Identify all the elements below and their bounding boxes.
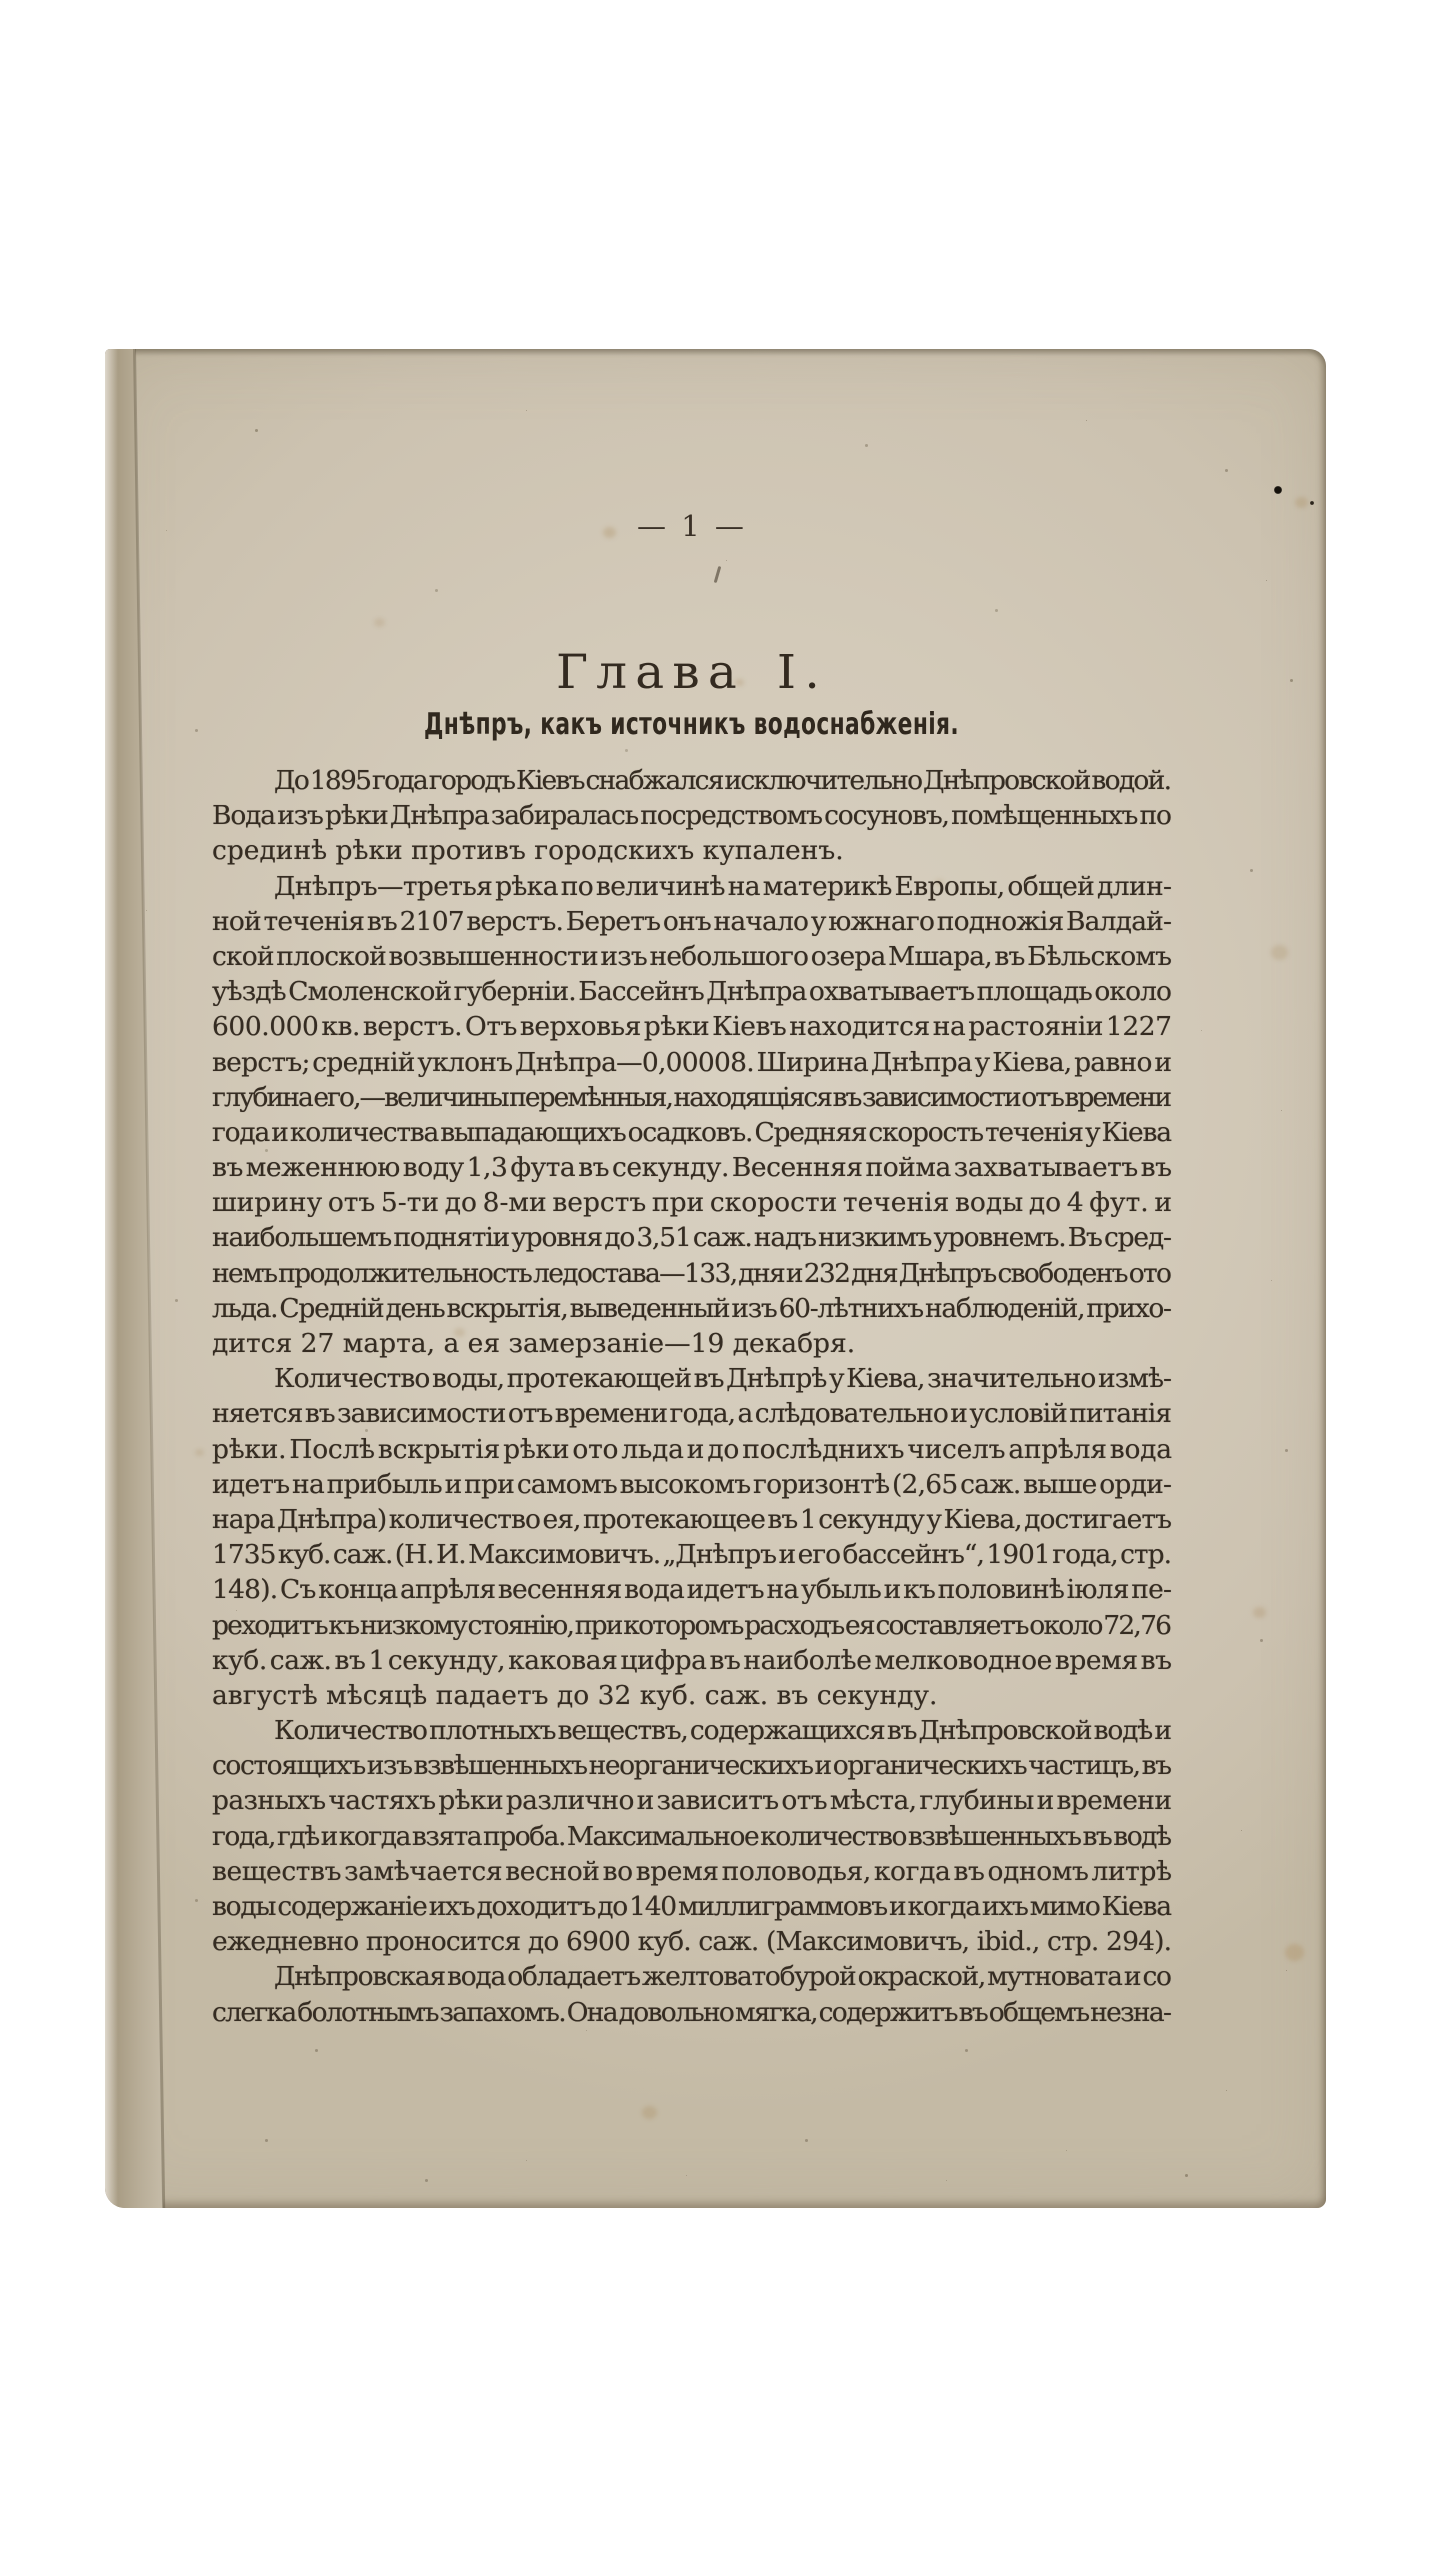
paragraph: [212, 1959, 1172, 2029]
book-page: [105, 349, 1326, 2208]
text-line: 148). Съ конца апрѣля весенняя вода идетъ на убыль и къ половинѣ іюля пе-: [212, 1574, 1172, 1606]
text-line: 600.000 кв. верстъ. Отъ верховья рѣки Кіевъ находится на растояніи 1227: [212, 1011, 1172, 1043]
text-line: немъ продолжительность ледостава—133, дня и 232 дня Днѣпръ свободенъ ото: [212, 1257, 1171, 1289]
text-line: реходитъ къ низкому стоянію, при которомъ расходъ ея составляетъ около 72,76: [212, 1609, 1171, 1641]
text-line: Вода изъ рѣки Днѣпра забиралась посредствомъ сосуновъ, помѣщенныхъ по: [212, 800, 1171, 832]
text-line: куб. саж. въ 1 секунду, каковая цифра въ наиболѣе мелководное время въ: [212, 1644, 1172, 1676]
text-line: года и количества выпадающихъ осадковъ. Средняя скорость теченія у Кіева: [212, 1116, 1171, 1148]
page-number-text: — 1 —: [636, 509, 747, 543]
text-line: разныхъ частяхъ рѣки различно и зависитъ отъ мѣста, глубины и времени: [212, 1785, 1172, 1817]
chapter-title: [212, 645, 1172, 700]
text-line: верстъ; средній уклонъ Днѣпра—0,00008. Ширина Днѣпра у Кіева, равно и: [212, 1046, 1172, 1078]
text-line: ской плоской возвышенности изъ небольшого озера Мшара, въ Бѣльскомъ: [212, 940, 1172, 972]
paragraph: [212, 1361, 1172, 1713]
chapter-title-text: Глава I.: [556, 645, 828, 700]
text-line: уѣздѣ Смоленской губерніи. Бассейнъ Днѣпра охватываетъ площадь около: [212, 976, 1172, 1008]
text-line: Днѣпръ—третья рѣка по величинѣ на материкѣ Европы, общей длин-: [274, 870, 1172, 902]
text-line: няется въ зависимости отъ времени года, а слѣдовательно и условій питанія: [212, 1398, 1172, 1430]
text-line: ширину отъ 5-ти до 8-ми верстъ при скорости теченія воды до 4 фут. и: [212, 1187, 1172, 1219]
text-line: Количество плотныхъ веществъ, содержащихся въ Днѣпровской водѣ и: [274, 1715, 1171, 1747]
text-line: слегка болотнымъ запахомъ. Она довольно мягка, содержитъ въ общемъ незна-: [212, 1996, 1171, 2028]
text-line: ежедневно проносится до 6900 куб. саж. (Максимовичъ, ibid., стр. 294).: [212, 1926, 1172, 1958]
section-title-text: Днѣпръ, какъ источникъ водоснабженія.: [424, 707, 960, 742]
text-line: Днѣпровская вода обладаетъ желтоватобурой окраской, мутновата и со: [274, 1961, 1171, 1993]
text-line: дится 27 марта, а ея замерзаніе—19 декабря.: [212, 1328, 856, 1359]
text-line: года, гдѣ и когда взята проба. Максимальное количество взвѣшенныхъ въ водѣ: [212, 1820, 1171, 1852]
text-line: Количество воды, протекающей въ Днѣпрѣ у Кіева, значительно измѣ-: [274, 1363, 1172, 1395]
text-line: рѣки. Послѣ вскрытія рѣки ото льда и до послѣднихъ чиселъ апрѣля вода: [212, 1433, 1172, 1465]
text-line: состоящихъ изъ взвѣшенныхъ неорганическихъ и органическихъ частицъ, въ: [212, 1750, 1171, 1782]
text-line: До 1895 года городъ Кіевъ снабжался исключительно Днѣпровской водой.: [274, 765, 1171, 796]
paragraph: [212, 1713, 1172, 1959]
text-line: глубина его,—величины перемѣнныя, находящіяся въ зависимости отъ времени: [212, 1081, 1171, 1113]
text-line: нара Днѣпра) количество ея, протекающее въ 1 секунду у Кіева, достигаетъ: [212, 1503, 1172, 1535]
section-title: [212, 707, 1172, 742]
body-text: [212, 763, 1172, 2030]
text-line: 1735 куб. саж. (Н. И. Максимовичъ. „Днѣпръ и его бассейнъ“, 1901 года, стр.: [212, 1539, 1171, 1571]
page-number: [212, 509, 1172, 543]
text-line: въ меженнюю воду 1,3 фута въ секунду. Весенняя пойма захватываетъ въ: [212, 1152, 1172, 1184]
paragraph: [212, 763, 1172, 869]
paragraph: [212, 869, 1172, 1362]
text-line: воды содержаніе ихъ доходитъ до 140 миллиграммовъ и когда ихъ мимо Кіева: [212, 1891, 1171, 1922]
text-line: наибольшемъ поднятіи уровня до 3,51 саж. надъ низкимъ уровнемъ. Въ сред-: [212, 1222, 1171, 1254]
text-line: августѣ мѣсяцѣ падаетъ до 32 куб. саж. въ секунду.: [212, 1679, 938, 1711]
text-line: идетъ на прибыль и при самомъ высокомъ горизонтѣ (2,65 саж. выше орди-: [212, 1468, 1172, 1500]
text-line: веществъ замѣчается весной во время половодья, когда въ одномъ литрѣ: [212, 1855, 1172, 1887]
text-line: ной теченія въ 2107 верстъ. Беретъ онъ начало у южнаго подножія Валдай-: [212, 905, 1172, 937]
text-line: срединѣ рѣки противъ городскихъ купаленъ.: [212, 835, 844, 867]
page-content: [105, 349, 1326, 2208]
text-line: льда. Средній день вскрытія, выведенный изъ 60-лѣтнихъ наблюденій, прихо-: [212, 1292, 1171, 1324]
